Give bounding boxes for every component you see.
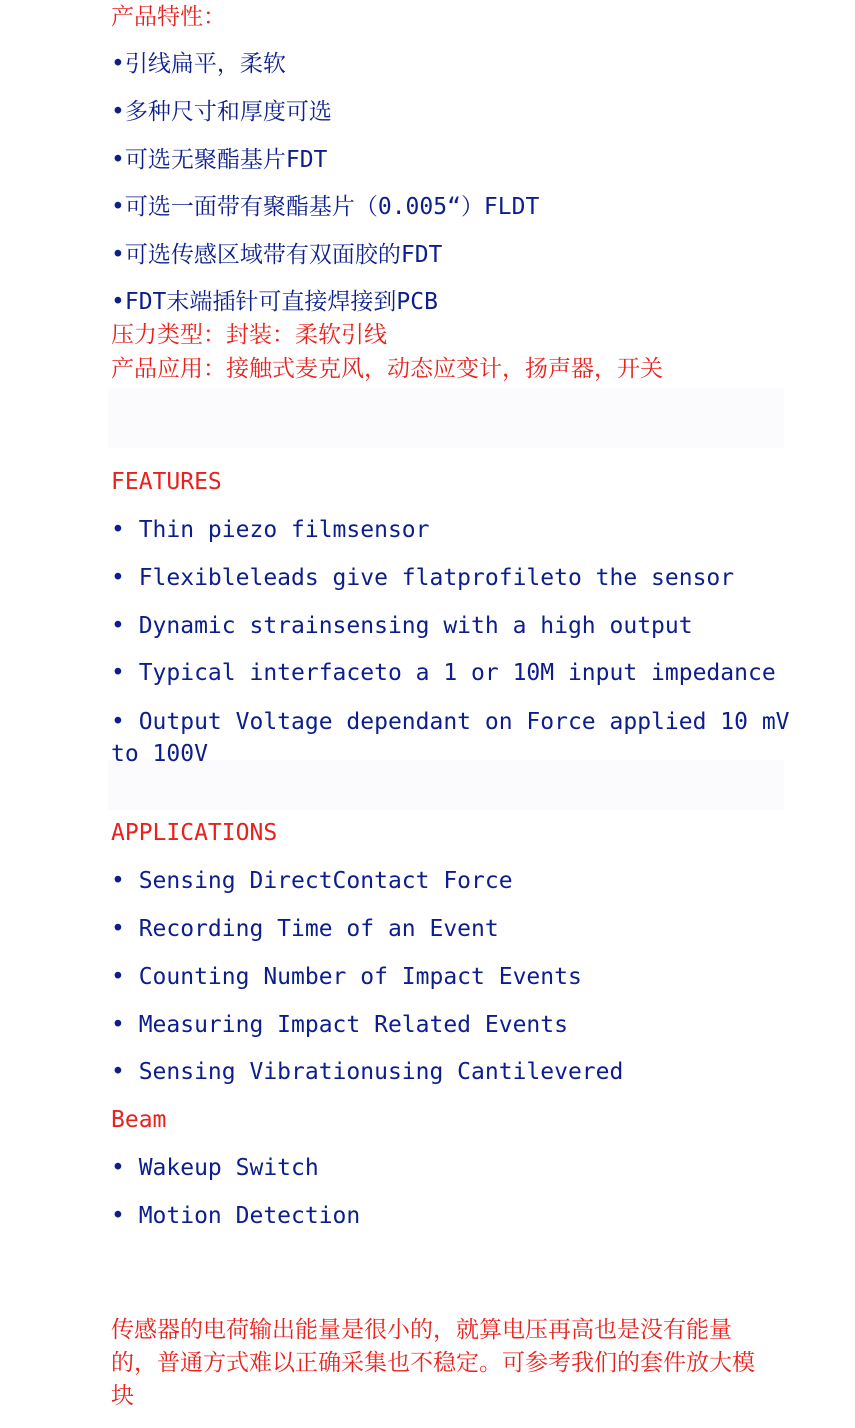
feature-item: • Thin piezo filmsensor bbox=[111, 517, 430, 543]
cn-feature-item: •多种尺寸和厚度可选 bbox=[111, 99, 332, 125]
cn-features-heading: 产品特性： bbox=[111, 4, 226, 30]
application-item: • Recording Time of an Event bbox=[111, 916, 499, 942]
application-item-continued: Beam bbox=[111, 1107, 167, 1133]
feature-item: • Typical interfaceto a 1 or 10M input impedance bbox=[111, 660, 776, 686]
feature-item: • Dynamic strainsensing with a high output bbox=[111, 613, 693, 639]
application-item: • Wakeup Switch bbox=[111, 1155, 319, 1181]
feature-item: • Output Voltage dependant on Force applied 10 mV to 100V bbox=[111, 709, 790, 767]
cn-pressure-type: 压力类型：封装：柔软引线 bbox=[111, 322, 387, 348]
features-heading: FEATURES bbox=[111, 469, 222, 495]
cn-feature-item: •FDT末端插针可直接焊接到PCB bbox=[111, 289, 438, 315]
cn-feature-item: •引线扁平，柔软 bbox=[111, 51, 286, 77]
application-item: • Sensing DirectContact Force bbox=[111, 868, 513, 894]
feature-item: • Flexibleleads give flatprofileto the sensor bbox=[111, 565, 735, 591]
application-item: • Measuring Impact Related Events bbox=[111, 1012, 568, 1038]
cn-feature-item: •可选无聚酯基片FDT bbox=[111, 147, 328, 173]
charge-output-note: 传感器的电荷输出能量是很小的，就算电压再高也是没有能量的，普通方式难以正确采集也不稳定。可参考我们的套件放大模块 bbox=[111, 1317, 755, 1409]
cn-feature-item: •可选一面带有聚酯基片（0.005“）FLDT bbox=[111, 194, 540, 220]
applications-heading: APPLICATIONS bbox=[111, 820, 278, 846]
application-item: • Counting Number of Impact Events bbox=[111, 964, 582, 990]
application-item: • Motion Detection bbox=[111, 1203, 361, 1229]
cn-feature-item: •可选传感区域带有双面胶的FDT bbox=[111, 242, 443, 268]
background-panel bbox=[108, 388, 784, 448]
application-item: • Sensing Vibrationusing Cantilevered bbox=[111, 1059, 624, 1085]
cn-applications: 产品应用：接触式麦克风，动态应变计，扬声器，开关 bbox=[111, 356, 663, 382]
